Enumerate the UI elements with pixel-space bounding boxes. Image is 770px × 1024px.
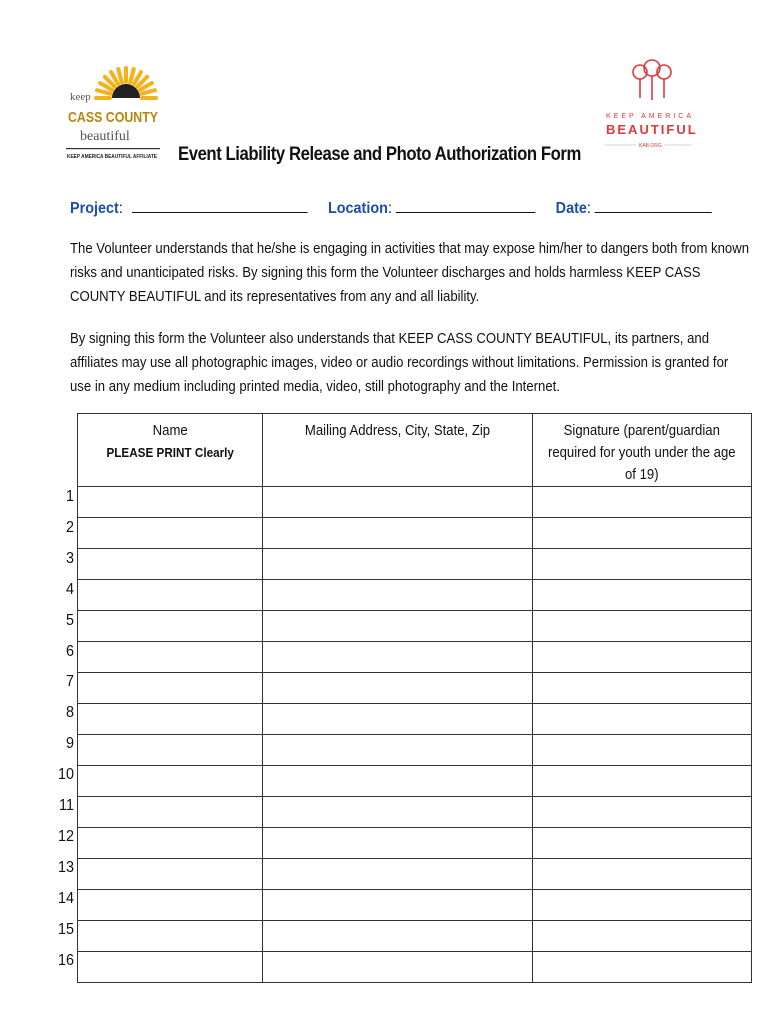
row-number: 15 bbox=[57, 920, 74, 938]
name-column-header: Name PLEASE PRINT Clearly bbox=[78, 414, 263, 487]
signature-cell[interactable] bbox=[533, 921, 752, 952]
project-label: Project: bbox=[70, 200, 123, 217]
svg-text:KAB.ORG: KAB.ORG bbox=[639, 143, 662, 149]
address-cell[interactable] bbox=[263, 704, 533, 735]
keep-america-beautiful-logo bbox=[600, 58, 700, 154]
sun-icon bbox=[96, 68, 156, 98]
table-row bbox=[78, 580, 752, 611]
form-fields bbox=[70, 198, 712, 218]
signature-cell[interactable] bbox=[533, 828, 752, 859]
address-cell[interactable] bbox=[263, 735, 533, 766]
svg-text:CASS COUNTY: CASS COUNTY bbox=[68, 109, 158, 126]
date-field[interactable] bbox=[595, 198, 712, 213]
address-cell[interactable] bbox=[263, 890, 533, 921]
photo-authorization-paragraph: By signing this form the Volunteer also understands that KEEP CASS COUNTY BEAUTIFUL, its partners, and affiliates may use all photographic images, video or audio recordings without limitations. Permission is granted for use in any medium including printed media, video, still photography and the Internet. bbox=[70, 331, 729, 395]
table-row bbox=[78, 828, 752, 859]
address-cell[interactable] bbox=[263, 611, 533, 642]
row-number: 2 bbox=[65, 518, 74, 536]
row-number: 10 bbox=[57, 766, 74, 784]
row-number: 8 bbox=[65, 704, 74, 722]
address-cell[interactable] bbox=[263, 859, 533, 890]
signature-cell[interactable] bbox=[533, 487, 752, 518]
address-cell[interactable] bbox=[263, 921, 533, 952]
row-number: 7 bbox=[65, 673, 74, 691]
table-row bbox=[78, 704, 752, 735]
signature-cell[interactable] bbox=[533, 518, 752, 549]
form-title: Event Liability Release and Photo Authorization Form bbox=[178, 144, 581, 165]
signature-cell[interactable] bbox=[533, 704, 752, 735]
table-row bbox=[78, 766, 752, 797]
row-number: 6 bbox=[65, 642, 74, 660]
table-header bbox=[78, 414, 752, 487]
signature-table bbox=[77, 413, 752, 983]
table-row bbox=[78, 673, 752, 704]
location-field[interactable] bbox=[396, 198, 536, 213]
signature-cell[interactable] bbox=[533, 549, 752, 580]
liability-paragraph: The Volunteer understands that he/she is engaging in activities that may expose him/her to dangers both from known risks and unanticipated risks. By signing this form the Volunteer discharges and holds harmless KEEP CASS COUNTY BEAUTIFUL and its representatives from any and all liability. bbox=[70, 241, 750, 305]
address-cell[interactable] bbox=[263, 580, 533, 611]
address-cell[interactable] bbox=[263, 673, 533, 704]
signature-cell[interactable] bbox=[533, 673, 752, 704]
address-cell[interactable] bbox=[263, 828, 533, 859]
svg-text:BEAUTIFUL: BEAUTIFUL bbox=[606, 122, 698, 137]
table-row bbox=[78, 859, 752, 890]
address-cell[interactable] bbox=[263, 797, 533, 828]
table-row bbox=[78, 890, 752, 921]
address-cell[interactable] bbox=[263, 766, 533, 797]
table-row bbox=[78, 487, 752, 518]
name-cell[interactable] bbox=[78, 580, 263, 611]
name-cell[interactable] bbox=[78, 549, 263, 580]
svg-text:keep: keep bbox=[70, 91, 91, 103]
date-label: Date: bbox=[555, 200, 591, 217]
location-label: Location: bbox=[327, 200, 392, 217]
row-number: 9 bbox=[65, 735, 74, 753]
row-number: 13 bbox=[57, 858, 74, 876]
name-cell[interactable] bbox=[78, 642, 263, 673]
keep-cass-county-beautiful-logo bbox=[64, 66, 164, 162]
signature-cell[interactable] bbox=[533, 797, 752, 828]
name-cell[interactable] bbox=[78, 828, 263, 859]
signature-cell[interactable] bbox=[533, 766, 752, 797]
svg-text:beautiful: beautiful bbox=[80, 129, 130, 144]
address-cell[interactable] bbox=[263, 487, 533, 518]
name-cell[interactable] bbox=[78, 518, 263, 549]
name-cell[interactable] bbox=[78, 704, 263, 735]
table-row bbox=[78, 735, 752, 766]
svg-text:KEEP AMERICA: KEEP AMERICA bbox=[606, 113, 695, 120]
table-row bbox=[78, 549, 752, 580]
name-cell[interactable] bbox=[78, 735, 263, 766]
address-cell[interactable] bbox=[263, 518, 533, 549]
address-column-header: Mailing Address, City, State, Zip bbox=[263, 414, 533, 487]
row-number: 16 bbox=[57, 951, 74, 969]
name-cell[interactable] bbox=[78, 859, 263, 890]
name-cell[interactable] bbox=[78, 611, 263, 642]
signature-column-header: Signature (parent/guardian required for youth under the age of 19) bbox=[533, 414, 752, 487]
row-number: 3 bbox=[65, 549, 74, 567]
table-row bbox=[78, 518, 752, 549]
name-cell[interactable] bbox=[78, 766, 263, 797]
name-cell[interactable] bbox=[78, 487, 263, 518]
table-row bbox=[78, 797, 752, 828]
address-cell[interactable] bbox=[263, 952, 533, 983]
address-cell[interactable] bbox=[263, 642, 533, 673]
row-number: 14 bbox=[57, 889, 74, 907]
name-cell[interactable] bbox=[78, 673, 263, 704]
row-number: 11 bbox=[59, 797, 74, 814]
signature-cell[interactable] bbox=[533, 642, 752, 673]
row-number: 1 bbox=[65, 488, 74, 505]
row-number: 12 bbox=[57, 827, 74, 845]
project-field[interactable] bbox=[132, 198, 307, 213]
signature-cell[interactable] bbox=[533, 952, 752, 983]
name-cell[interactable] bbox=[78, 921, 263, 952]
signature-cell[interactable] bbox=[533, 580, 752, 611]
table-row bbox=[78, 611, 752, 642]
table-row bbox=[78, 952, 752, 983]
name-cell[interactable] bbox=[78, 890, 263, 921]
address-cell[interactable] bbox=[263, 549, 533, 580]
row-number: 4 bbox=[65, 580, 74, 598]
signature-cell[interactable] bbox=[533, 611, 752, 642]
table-row bbox=[78, 642, 752, 673]
trees-icon bbox=[633, 60, 671, 100]
row-number: 5 bbox=[65, 611, 74, 629]
signature-cell[interactable] bbox=[533, 735, 752, 766]
name-cell[interactable] bbox=[78, 952, 263, 983]
name-cell[interactable] bbox=[78, 797, 263, 828]
table-row bbox=[78, 921, 752, 952]
svg-text:KEEP AMERICA BEAUTIFUL AFFILIA: KEEP AMERICA BEAUTIFUL AFFILIATE bbox=[67, 154, 158, 160]
signature-cell[interactable] bbox=[533, 890, 752, 921]
signature-cell[interactable] bbox=[533, 859, 752, 890]
